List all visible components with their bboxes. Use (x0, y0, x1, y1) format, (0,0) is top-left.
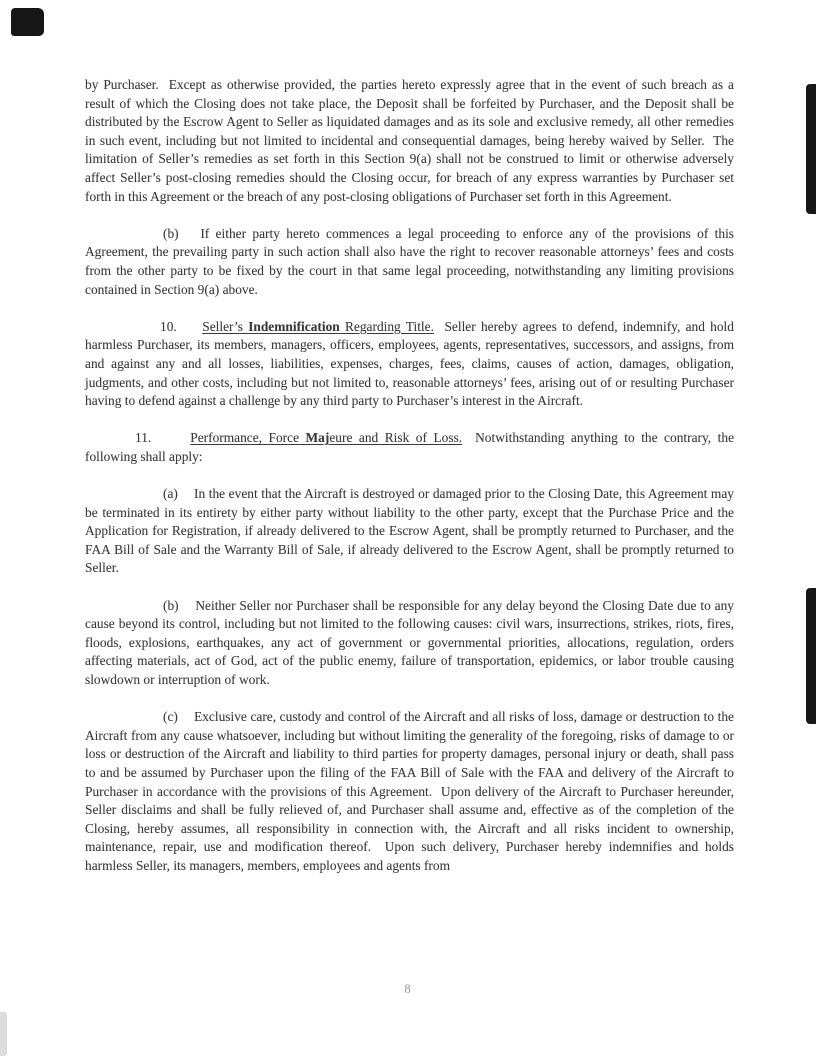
heading-text: Performance, Force (190, 430, 306, 446)
paragraph-section-11a (85, 485, 734, 578)
paragraph-section-9b (85, 225, 734, 299)
paragraph-section-10 (85, 318, 734, 411)
paragraph-section-9a-continuation: by Purchaser. Except as otherwise provided, the parties hereto expressly agree that in the event of such breach as a result of which the Closing does not take place, the Deposit shall be forfeited by Purchaser, and the Deposit shall be distributed by the Escrow Agent to Seller as liquidated damages and as its sole and exclusive remedy, all other remedies in such event, including but not limited to incidental and consequential damages, being hereby waived by Seller. The limitation of Seller’s remedies as set forth in this Section 9(a) shall not be construed to limit or otherwise adversely affect Seller’s post-closing remedies should the Closing occur, for breach of any express warranties by Purchaser set forth in this Agreement or the breach of any post-closing obligations of Purchaser set forth in this Agreement. (85, 77, 734, 204)
paragraph-section-11b (85, 597, 734, 690)
heading-text: Seller’s (202, 318, 249, 334)
heading-text: Regarding Title. (339, 318, 434, 334)
heading-bold-text: Indemnification (248, 318, 340, 334)
section-number: 11. (135, 430, 152, 446)
paragraph-section-11c (85, 708, 734, 875)
paragraph-body: In the event that the Aircraft is destroyed or damaged prior to the Closing Date, this Agreement may be terminated in its entirety by either party without liability to the other party, except that the Purchase Price and the Application for Registration, if already delivered to the Escrow Agent, shall be promptly returned to Purchaser, and the FAA Bill of Sale and the Warranty Bill of Sale, if already delivered to the Escrow Agent, shall be promptly returned to Seller. (85, 486, 734, 576)
paragraph-body: If either party hereto commences a legal proceeding to enforce any of the provisions of this Agreement, the prevailing party in such action shall also have the right to recover reasonable attorneys’ fees and costs from the other party to be fixed by the court in that same legal proceeding, notwithstanding any limiting provisions contained in Section 9(a) above. (85, 225, 734, 297)
paragraph-label: (c) (163, 709, 178, 725)
section-heading (190, 430, 462, 445)
heading-bold-text: Maj (305, 430, 330, 446)
scan-bar-right-upper (806, 84, 816, 214)
paragraph-label: (b) (163, 597, 179, 613)
paragraph-body: Notwithstanding anything to the contrary, the following shall apply: (85, 430, 735, 464)
paragraph-body: Seller hereby agrees to defend, indemnify, and hold harmless Purchaser, its members, managers, officers, employees, agents, representatives, successors, and assigns, from and against any and all losses, liabilities, expenses, charges, fees, claims, causes of action, damages, obligation, judgments, and other costs, including but not limited to, reasonable attorneys’ fees, arising out of or resulting Purchaser having to defend against a challenge by any third party to Purchaser’s interest in the Aircraft. (85, 318, 734, 409)
paragraph-label: (b) (163, 225, 179, 241)
section-number: 10. (160, 318, 177, 334)
page-number: 8 (404, 982, 412, 996)
scan-mark-top-left (11, 8, 44, 36)
paragraph-section-11 (85, 429, 734, 466)
paragraph-body: Exclusive care, custody and control of the Aircraft and all risks of loss, damage or destruction to the Aircraft from any cause whatsoever, including but without limiting the generality of the foregoing, risks of damage to or loss or destruction of the Aircraft and liability to third parties for property damages, personal injury or death, shall pass to and be assumed by Purchaser upon the filing of the FAA Bill of Sale with the FAA and delivery of the Aircraft to Purchaser in accordance with the provisions of this Agreement. Upon delivery of the Aircraft to Purchaser hereunder, Seller disclaims and shall be fully relieved of, and Purchaser shall assume and, effective as of the completion of the Closing, hereby assumes, all responsibility in connection with, the Aircraft and all risks incident to ownership, maintenance, repair, use and modification thereof. Upon such delivery, Purchaser hereby indemnifies and holds harmless Seller, its managers, members, employees and agents from (85, 709, 734, 873)
scan-mark-bottom-left (0, 1012, 7, 1056)
paragraph-body: Neither Seller nor Purchaser shall be responsible for any delay beyond the Closing Date due to any cause beyond its control, including but not limited to the following causes: civil wars, insurrections, strikes, riots, fires, floods, explosions, earthquakes, any act of government or governmental priorities, allocations, regulation, orders affecting materials, act of God, act of the public enemy, failure of transportation, epidemics, or labor trouble causing slowdown or interruption of work. (85, 597, 734, 687)
paragraph-label: (a) (163, 486, 178, 502)
scan-bar-right-lower (806, 588, 816, 724)
section-heading (202, 319, 434, 334)
heading-text: eure and Risk of Loss. (329, 430, 463, 446)
document-content (85, 76, 734, 876)
